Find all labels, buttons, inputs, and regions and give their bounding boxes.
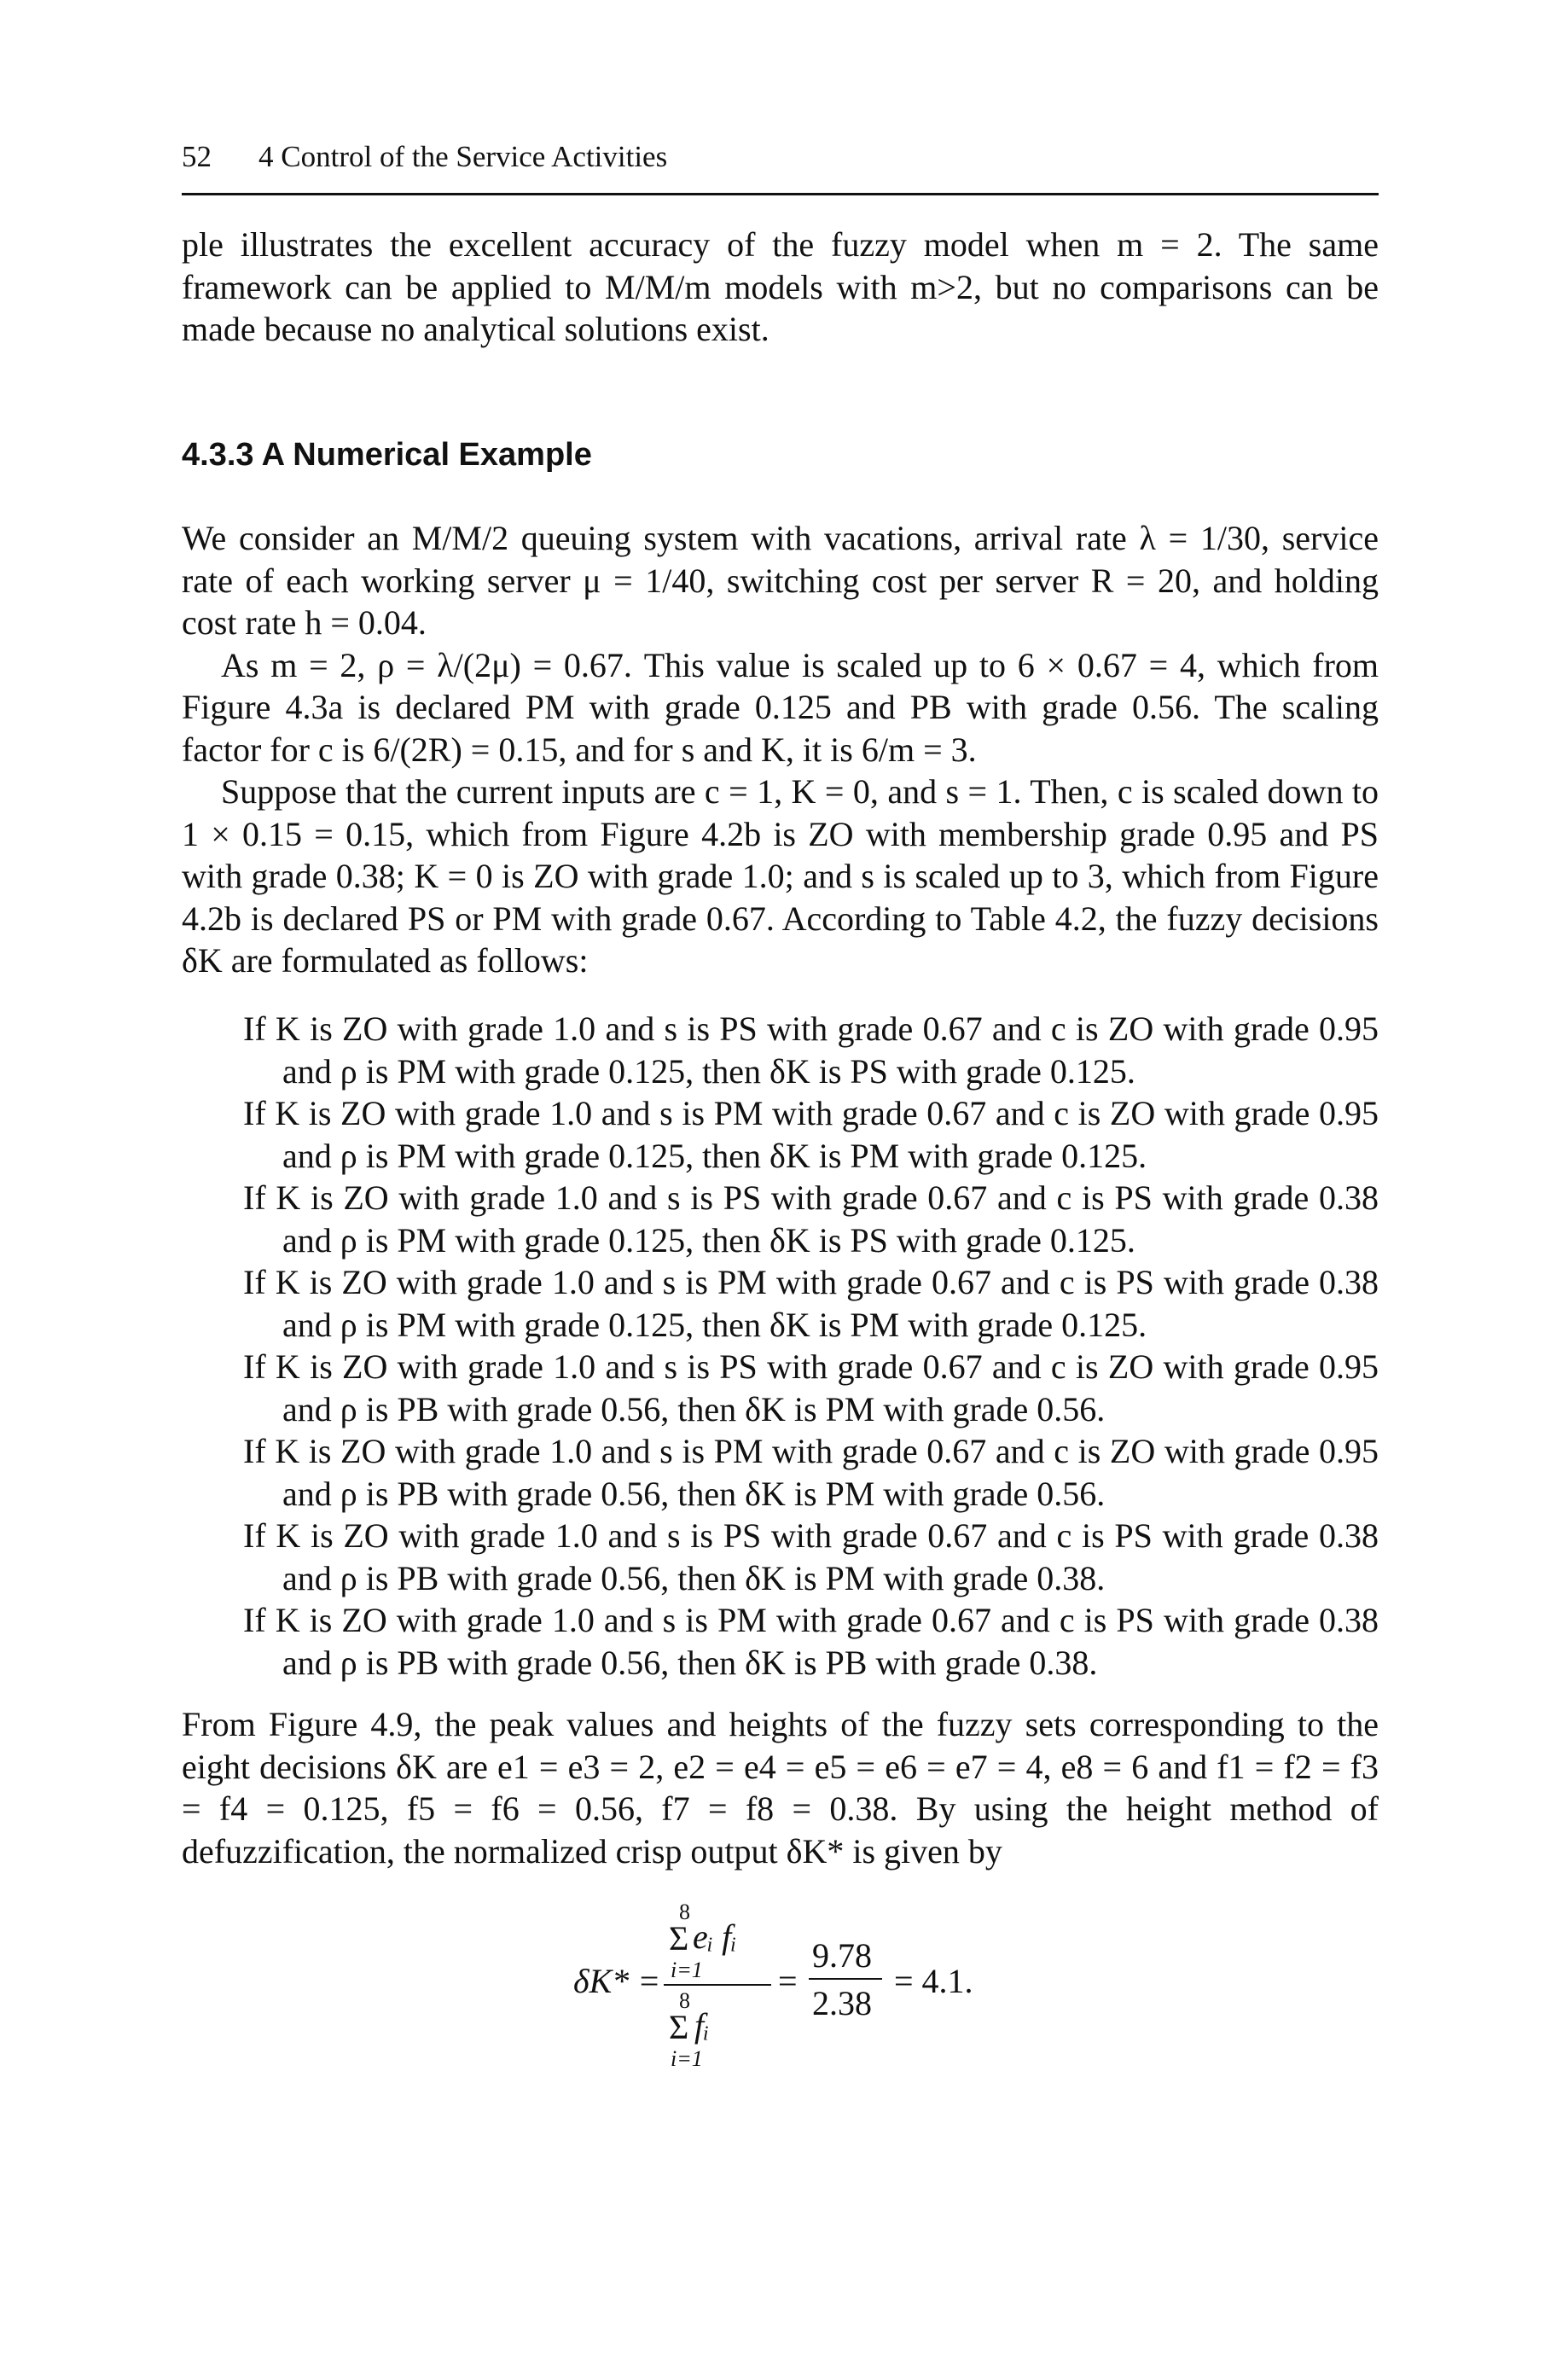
running-header <box>182 137 1379 195</box>
paragraph: Suppose that the current inputs are c = 1, K = 0, and s = 1. Then, c is scaled down to 1 × 0.15 = 0.15, which from Figure 4.2b is ZO with membership grade 0.95 and PS with grade 0.38; K = 0 is ZO with grade 1.0; and s is scaled up to 3, which from Figure 4.2b is declared PS or PM with grade 0.67. According to Table 4.2, the fuzzy decisions δK are formulated as follows: <box>182 772 1379 980</box>
fuzzy-rule: If K is ZO with grade 1.0 and s is PM with grade 0.67 and c is PS with grade 0.38 and ρ is PM with grade 0.125, then δK is PM with grade 0.125. <box>243 1263 1379 1344</box>
fuzzy-rule: If K is ZO with grade 1.0 and s is PM with grade 0.67 and c is ZO with grade 0.95 and ρ is PB with grade 0.56, then δK is PM with grade 0.56. <box>243 1432 1379 1513</box>
sum-upper-limit: 8 <box>679 1900 690 1924</box>
example-text <box>182 517 1379 982</box>
equation-result: = 4.1. <box>894 1962 973 2000</box>
chapter-title: 4 Control of the Service Activities <box>258 140 668 173</box>
sum-lower-limit: i=1 <box>671 1958 703 1982</box>
fuzzy-rule: If K is ZO with grade 1.0 and s is PM with grade 0.67 and c is ZO with grade 0.95 and ρ is PM with grade 0.125, then δK is PM with grade 0.125. <box>243 1094 1379 1175</box>
sum-upper-limit: 8 <box>679 1988 690 2013</box>
fraction-bar <box>664 1984 771 1986</box>
paragraph: As m = 2, ρ = λ/(2μ) = 0.67. This value is scaled up to 6 × 0.67 = 4, which from Figure 4.3a is declared PM with grade 0.125 and PB with grade 0.56. The scaling factor for c is 6/(2R) = 0.15, and for s and K, it is 6/m = 3. <box>182 645 1379 769</box>
numerator-value: 9.78 <box>812 1936 872 1975</box>
sum-symbol: Σ <box>669 2008 689 2046</box>
denominator-value: 2.38 <box>812 1984 872 2022</box>
fuzzy-rule: If K is ZO with grade 1.0 and s is PS with grade 0.67 and c is PS with grade 0.38 and ρ is PB with grade 0.56, then δK is PM with grade 0.38. <box>243 1516 1379 1597</box>
equation-lhs: δK* = <box>573 1962 661 2000</box>
fraction-bar <box>809 1978 882 1980</box>
paragraph: We consider an M/M/2 queuing system with vacations, arrival rate λ = 1/30, service rate of each working server μ = 1/40, switching cost per server R = 20, and holding cost rate h = 0.04. <box>182 519 1379 642</box>
numerator-term: eᵢ fᵢ <box>693 1917 737 1956</box>
defuzzification-equation <box>573 1886 1051 2099</box>
section-heading: 4.3.3 A Numerical Example <box>182 437 592 473</box>
intro-paragraph: ple illustrates the excellent accuracy of the fuzzy model when m = 2. The same framework can be applied to M/M/m models with m>2, but no comparisons can be made because no analytical solutions exist. <box>182 225 1379 348</box>
fuzzy-rules-list <box>182 1008 1379 1684</box>
page-number: 52 <box>182 140 212 173</box>
fuzzy-rule: If K is ZO with grade 1.0 and s is PM with grade 0.67 and c is PS with grade 0.38 and ρ is PB with grade 0.56, then δK is PB with grade 0.38. <box>243 1601 1379 1682</box>
paragraph: From Figure 4.9, the peak values and heights of the fuzzy sets corresponding to the eight decisions δK are e1 = e3 = 2, e2 = e4 = e5 = e6 = e7 = 4, e8 = 6 and f1 = f2 = f3 = f4 = 0.125, f5 = f6 = 0.56, f7 = f8 = 0.38. By using the height method of defuzzification, the normalized crisp output δK* is given by <box>182 1705 1379 1871</box>
equals-sign: = <box>778 1962 798 2000</box>
intro-block <box>182 224 1379 351</box>
sum-lower-limit: i=1 <box>671 2046 703 2071</box>
denominator-term: fᵢ <box>694 2006 710 2045</box>
sum-symbol: Σ <box>669 1919 689 1958</box>
conclusion-text <box>182 1703 1379 1872</box>
fuzzy-rule: If K is ZO with grade 1.0 and s is PS with grade 0.67 and c is ZO with grade 0.95 and ρ is PM with grade 0.125, then δK is PS with grade 0.125. <box>243 1009 1379 1091</box>
fuzzy-rule: If K is ZO with grade 1.0 and s is PS with grade 0.67 and c is ZO with grade 0.95 and ρ is PB with grade 0.56, then δK is PM with grade 0.56. <box>243 1347 1379 1428</box>
fuzzy-rule: If K is ZO with grade 1.0 and s is PS with grade 0.67 and c is PS with grade 0.38 and ρ is PM with grade 0.125, then δK is PS with grade 0.125. <box>243 1178 1379 1260</box>
